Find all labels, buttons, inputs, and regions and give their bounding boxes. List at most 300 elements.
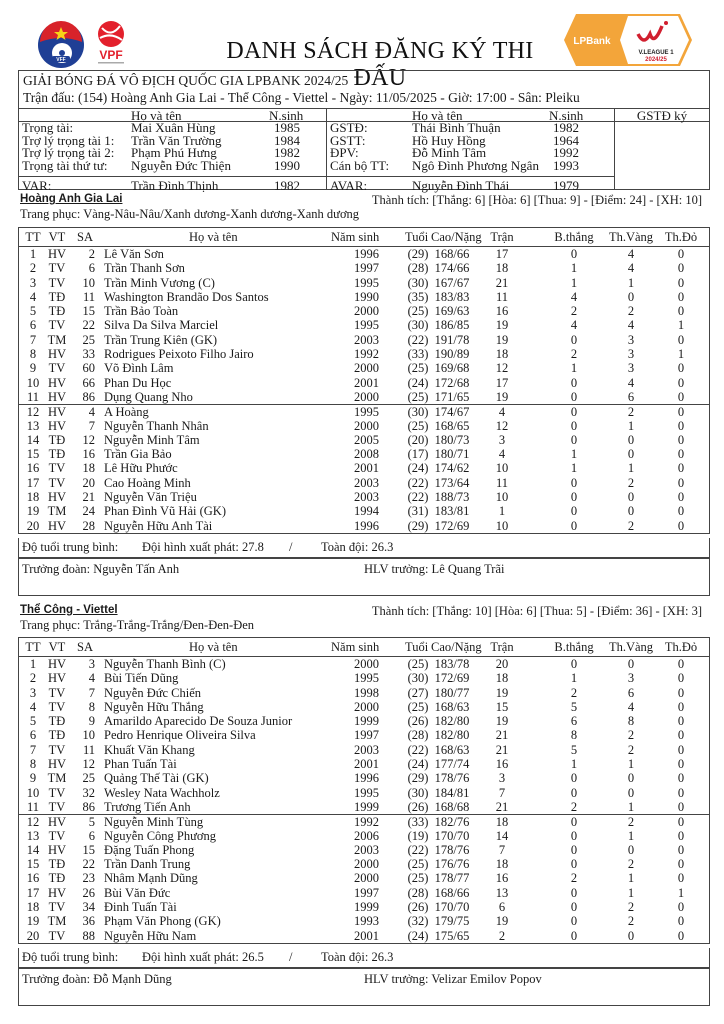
- row-number: 18: [26, 490, 40, 505]
- matches-played: 19: [495, 685, 509, 700]
- height-weight: 175/65: [434, 928, 470, 943]
- player-row: [19, 771, 709, 785]
- goals: 0: [570, 857, 578, 872]
- match-info-box: [18, 70, 710, 109]
- row-number: 7: [29, 742, 37, 757]
- goals: 2: [570, 685, 578, 700]
- birth-year: 2003: [354, 742, 379, 757]
- player-name: A Hoàng: [104, 405, 149, 420]
- player-name: Trần Bảo Toàn: [104, 304, 179, 319]
- yellow-cards: 4: [627, 375, 635, 390]
- player-name: Phạm Văn Phong (GK): [104, 914, 221, 929]
- away-team-kit: Trang phục: Trắng-Trắng-Trắng/Đen-Đen-Đen: [20, 618, 255, 632]
- shirt-number: 10: [82, 728, 95, 743]
- player-name: Trần Thanh Sơn: [104, 261, 185, 276]
- age: (24): [407, 757, 429, 772]
- yellow-cards: 0: [627, 928, 635, 943]
- matches-played: 4: [498, 405, 506, 420]
- height-weight: 178/77: [434, 871, 470, 886]
- height-weight: 168/65: [434, 418, 470, 433]
- birth-year: 1995: [354, 671, 379, 686]
- matches-played: 16: [495, 871, 509, 886]
- position: TV: [48, 742, 66, 757]
- red-cards: 0: [677, 461, 685, 476]
- height-weight: 168/68: [434, 799, 470, 814]
- matches-played: 14: [495, 828, 509, 843]
- matches-played: 4: [498, 447, 506, 462]
- birth-year: 1995: [354, 405, 379, 420]
- birth-year: 1997: [354, 885, 379, 900]
- birth-year: 1998: [354, 685, 379, 700]
- birth-year: 1995: [354, 785, 379, 800]
- birth-year: 1992: [354, 347, 379, 362]
- matches-played: 7: [498, 842, 506, 857]
- shirt-number: 34: [82, 900, 95, 915]
- home-team-name: Hoàng Anh Gia Lai: [20, 193, 123, 205]
- player-name: Nguyễn Hữu Nam: [104, 928, 197, 943]
- yellow-cards: 4: [627, 318, 635, 333]
- player-name: Phan Đình Vũ Hải (GK): [104, 504, 226, 519]
- height-weight: 191/78: [434, 332, 470, 347]
- goals: 8: [570, 728, 578, 743]
- position: TM: [47, 504, 67, 519]
- yellow-cards: 1: [627, 799, 635, 814]
- matches-played: 16: [495, 304, 509, 319]
- goals: 1: [570, 447, 578, 462]
- yellow-cards: 2: [627, 518, 635, 533]
- age: (30): [407, 785, 429, 800]
- shirt-number: 26: [82, 885, 95, 900]
- yellow-cards: 1: [627, 275, 635, 290]
- row-number: 8: [29, 347, 37, 362]
- birth-year: 1999: [354, 900, 379, 915]
- shirt-number: 25: [82, 332, 95, 347]
- player-name: Amarildo Aparecido De Souza Junior: [104, 714, 293, 729]
- age: (29): [407, 771, 429, 786]
- player-name: Bùi Văn Đức: [104, 885, 171, 900]
- red-cards: 1: [677, 318, 685, 333]
- height-weight: 170/70: [434, 828, 470, 843]
- birth-year: 1994: [354, 504, 379, 519]
- player-name: Nguyễn Minh Tâm: [104, 432, 200, 447]
- yellow-cards: 4: [627, 699, 635, 714]
- goals: 0: [570, 815, 578, 830]
- goals: 0: [570, 490, 578, 505]
- birth-year: 1999: [354, 714, 379, 729]
- height-weight: 173/64: [434, 475, 470, 490]
- birth-year: 1997: [354, 261, 379, 276]
- player-name: Bùi Tiến Dũng: [104, 671, 179, 686]
- roster-header: TT VT SA Họ và tên Năm sinh Tuổi Cao/Nặng Trận B.thắng Th.Vàng Th.Đỏ: [19, 228, 709, 247]
- shirt-number: 6: [88, 828, 95, 843]
- red-cards: 0: [677, 714, 685, 729]
- age: (22): [407, 490, 429, 505]
- goals: 6: [570, 714, 578, 729]
- player-row: [19, 447, 709, 461]
- player-name: Phan Du Học: [104, 375, 172, 390]
- age: (28): [407, 885, 429, 900]
- age: (26): [407, 799, 429, 814]
- player-row: [19, 914, 709, 928]
- red-cards: 1: [677, 885, 685, 900]
- shirt-number: 11: [82, 289, 95, 304]
- yellow-cards: 0: [627, 842, 635, 857]
- goals: 1: [570, 671, 578, 686]
- player-name: Trương Tiến Anh: [104, 799, 191, 814]
- player-row: [19, 519, 709, 533]
- player-name: Đặng Tuấn Phong: [104, 842, 195, 857]
- matches-played: 18: [495, 671, 509, 686]
- red-cards: 0: [677, 699, 685, 714]
- row-number: 9: [29, 361, 37, 376]
- birth-year: 2008: [354, 447, 379, 462]
- player-row: [19, 786, 709, 800]
- matches-played: 13: [495, 885, 509, 900]
- row-number: 5: [29, 304, 37, 319]
- position: HV: [47, 842, 67, 857]
- birth-year: 2000: [354, 657, 379, 671]
- goals: 0: [570, 405, 578, 420]
- row-number: 16: [26, 461, 40, 476]
- position: TV: [48, 785, 66, 800]
- birth-year: 2000: [354, 389, 379, 404]
- height-weight: 171/65: [434, 389, 470, 404]
- goals: 0: [570, 375, 578, 390]
- matches-played: 16: [495, 757, 509, 772]
- red-cards: 0: [677, 728, 685, 743]
- vpf-logo-icon: [92, 18, 130, 66]
- svg-text:V.LEAGUE 1: V.LEAGUE 1: [638, 50, 674, 56]
- player-name: Khuất Văn Khang: [104, 742, 195, 757]
- height-weight: 172/69: [434, 671, 470, 686]
- player-name: Nguyễn Hữu Thắng: [104, 699, 204, 714]
- yellow-cards: 0: [627, 432, 635, 447]
- red-cards: 0: [677, 475, 685, 490]
- position: TĐ: [48, 447, 66, 462]
- goals: 5: [570, 699, 578, 714]
- roster-rows: [19, 657, 709, 943]
- yellow-cards: 6: [627, 685, 635, 700]
- player-name: Dụng Quang Nho: [104, 389, 193, 404]
- height-weight: 180/71: [434, 447, 470, 462]
- birth-year: 2003: [354, 842, 379, 857]
- birth-year: 2006: [354, 828, 379, 843]
- red-cards: 0: [677, 432, 685, 447]
- red-cards: 0: [677, 275, 685, 290]
- row-number: 9: [29, 771, 37, 786]
- shirt-number: 23: [82, 871, 95, 886]
- match-details: Trận đấu: (154) Hoàng Anh Gia Lai - Thể Công - Viettel - Ngày: 11/05/2025 - Giờ: 17:00 - Sân: Pleiku: [23, 90, 580, 105]
- shirt-number: 60: [82, 361, 95, 376]
- matches-played: 18: [495, 857, 509, 872]
- height-weight: 182/76: [434, 815, 470, 830]
- player-name: Pedro Henrique Oliveira Silva: [104, 728, 256, 743]
- age: (32): [407, 914, 429, 929]
- age: (35): [407, 289, 429, 304]
- goals: 0: [570, 771, 578, 786]
- yellow-cards: 1: [627, 828, 635, 843]
- position: HV: [47, 375, 67, 390]
- yellow-cards: 3: [627, 671, 635, 686]
- matches-played: 21: [495, 728, 509, 743]
- height-weight: 178/76: [434, 842, 470, 857]
- goals: 0: [570, 657, 578, 671]
- svg-text:2024/25: 2024/25: [645, 57, 667, 63]
- position: TV: [48, 461, 66, 476]
- player-name: Silva Da Silva Marciel: [104, 318, 219, 333]
- player-row: [19, 304, 709, 318]
- shirt-number: 15: [82, 304, 95, 319]
- age: (30): [407, 405, 429, 420]
- age: (33): [407, 815, 429, 830]
- position: TĐ: [48, 289, 66, 304]
- yellow-cards: 3: [627, 361, 635, 376]
- goals: 1: [570, 261, 578, 276]
- player-row: [19, 490, 709, 504]
- matches-played: 18: [495, 261, 509, 276]
- matches-played: 6: [498, 900, 506, 915]
- goals: 2: [570, 304, 578, 319]
- yellow-cards: 2: [627, 857, 635, 872]
- red-cards: 1: [677, 347, 685, 362]
- shirt-number: 86: [82, 799, 95, 814]
- shirt-number: 16: [82, 447, 95, 462]
- yellow-cards: 0: [627, 447, 635, 462]
- row-number: 1: [29, 657, 37, 671]
- shirt-number: 21: [82, 490, 95, 505]
- matches-played: 21: [495, 275, 509, 290]
- competition-name: GIẢI BÓNG ĐÁ VÔ ĐỊCH QUỐC GIA LPBANK 2024/25: [23, 73, 349, 88]
- shirt-number: 3: [88, 657, 95, 671]
- red-cards: 0: [677, 871, 685, 886]
- row-number: 6: [29, 728, 37, 743]
- matches-played: 20: [495, 657, 509, 671]
- yellow-cards: 1: [627, 885, 635, 900]
- red-cards: 0: [677, 928, 685, 943]
- red-cards: 0: [677, 289, 685, 304]
- position: HV: [47, 815, 67, 830]
- officials-table: [18, 108, 710, 193]
- goals: 0: [570, 928, 578, 943]
- age: (25): [407, 361, 429, 376]
- red-cards: 0: [677, 857, 685, 872]
- home-team-record: Thành tích: [Thắng: 6] [Hòa: 6] [Thua: 9] - [Điểm: 24] - [XH: 10]: [371, 193, 702, 207]
- row-number: 1: [29, 247, 37, 261]
- height-weight: 183/81: [434, 504, 470, 519]
- shirt-number: 18: [82, 461, 95, 476]
- goals: 4: [570, 318, 578, 333]
- height-weight: 168/66: [434, 247, 470, 261]
- height-weight: 172/69: [434, 518, 470, 533]
- goals: 0: [570, 332, 578, 347]
- height-weight: 172/68: [434, 375, 470, 390]
- player-row: [19, 419, 709, 433]
- age: (22): [407, 332, 429, 347]
- matches-played: 17: [495, 247, 509, 261]
- home-head-coach: HLV trưởng: Lê Quang Trãi: [364, 562, 505, 576]
- position: HV: [47, 671, 67, 686]
- height-weight: 178/76: [434, 771, 470, 786]
- shirt-number: 7: [88, 685, 95, 700]
- red-cards: 0: [677, 418, 685, 433]
- goals: 0: [570, 785, 578, 800]
- height-weight: 168/63: [434, 699, 470, 714]
- position: TV: [48, 475, 66, 490]
- player-row: [19, 376, 709, 390]
- row-number: 7: [29, 332, 37, 347]
- player-row: [19, 886, 709, 900]
- shirt-number: 88: [82, 928, 95, 943]
- shirt-number: 33: [82, 347, 95, 362]
- yellow-cards: 2: [627, 304, 635, 319]
- age: (27): [407, 685, 429, 700]
- row-number: 2: [29, 671, 37, 686]
- matches-played: 15: [495, 699, 509, 714]
- birth-year: 2000: [354, 304, 379, 319]
- roster-rows: [19, 247, 709, 533]
- shirt-number: 32: [82, 785, 95, 800]
- position: TV: [48, 828, 66, 843]
- age: (24): [407, 461, 429, 476]
- matches-played: 19: [495, 914, 509, 929]
- age: (24): [407, 928, 429, 943]
- supervisor-signature-box: [615, 109, 709, 189]
- matches-played: 18: [495, 347, 509, 362]
- yellow-cards: 2: [627, 405, 635, 420]
- red-cards: 0: [677, 742, 685, 757]
- player-row: [19, 686, 709, 700]
- player-name: Võ Đình Lâm: [104, 361, 174, 376]
- birth-year: 1990: [354, 289, 379, 304]
- goals: 5: [570, 742, 578, 757]
- birth-year: 2003: [354, 475, 379, 490]
- red-cards: 0: [677, 504, 685, 519]
- row-number: 12: [26, 405, 40, 420]
- red-cards: 0: [677, 261, 685, 276]
- position: HV: [47, 657, 67, 671]
- player-name: Trần Trung Kiên (GK): [104, 332, 218, 347]
- away-team-name: Thể Công - Viettel: [20, 604, 118, 616]
- shirt-number: 8: [88, 699, 95, 714]
- age: (28): [407, 261, 429, 276]
- player-name: Trần Minh Vương (C): [104, 275, 215, 290]
- age: (25): [407, 857, 429, 872]
- player-name: Washington Brandão Dos Santos: [104, 289, 269, 304]
- birth-year: 1996: [354, 518, 379, 533]
- shirt-number: 12: [82, 432, 95, 447]
- goals: 0: [570, 432, 578, 447]
- yellow-cards: 0: [627, 504, 635, 519]
- away-head-coach: HLV trưởng: Velizar Emilov Popov: [364, 972, 542, 986]
- yellow-cards: 0: [627, 490, 635, 505]
- player-name: Nguyễn Đức Chiến: [104, 685, 202, 700]
- vff-logo-icon: [36, 20, 86, 70]
- goals: 0: [570, 914, 578, 929]
- position: TĐ: [48, 304, 66, 319]
- player-name: Nguyễn Công Phương: [104, 828, 216, 843]
- row-number: 5: [29, 714, 37, 729]
- player-row: [19, 276, 709, 290]
- position: TĐ: [48, 432, 66, 447]
- home-team-kit: Trang phục: Vàng-Nâu-Nâu/Xanh dương-Xanh dương-Xanh dương: [20, 207, 360, 221]
- goals: 0: [570, 247, 578, 261]
- birth-year: 2001: [354, 375, 379, 390]
- svg-text:LPBank: LPBank: [573, 36, 611, 47]
- shirt-number: 66: [82, 375, 95, 390]
- matches-played: 2: [498, 928, 506, 943]
- shirt-number: 4: [88, 405, 95, 420]
- shirt-number: 7: [88, 418, 95, 433]
- row-number: 15: [26, 447, 40, 462]
- birth-year: 2000: [354, 857, 379, 872]
- red-cards: 0: [677, 375, 685, 390]
- shirt-number: 24: [82, 504, 95, 519]
- matches-played: 10: [495, 461, 509, 476]
- birth-year: 1996: [354, 247, 379, 261]
- age: (29): [407, 518, 429, 533]
- position: TV: [48, 900, 66, 915]
- height-weight: 170/70: [434, 900, 470, 915]
- goals: 4: [570, 289, 578, 304]
- matches-played: 19: [495, 389, 509, 404]
- age: (22): [407, 742, 429, 757]
- yellow-cards: 2: [627, 742, 635, 757]
- yellow-cards: 0: [627, 657, 635, 671]
- yellow-cards: 4: [627, 247, 635, 261]
- position: TM: [47, 914, 67, 929]
- official-row: Cán bộ TT: Ngô Đình Phương Ngân 1993: [330, 157, 579, 173]
- player-row: [19, 728, 709, 742]
- shirt-number: 22: [82, 857, 95, 872]
- player-name: Trần Danh Trung: [104, 857, 191, 872]
- matches-played: 11: [495, 475, 509, 490]
- goals: 1: [570, 275, 578, 290]
- red-cards: 0: [677, 247, 685, 261]
- position: HV: [47, 389, 67, 404]
- player-row: [19, 843, 709, 857]
- vleague-logo-icon: [562, 12, 694, 68]
- yellow-cards: 2: [627, 728, 635, 743]
- player-row: [19, 743, 709, 757]
- age: (25): [407, 389, 429, 404]
- position: TM: [47, 771, 67, 786]
- birth-year: 1993: [354, 914, 379, 929]
- row-number: 13: [26, 418, 40, 433]
- birth-year: 1996: [354, 771, 379, 786]
- position: TV: [48, 928, 66, 943]
- position: HV: [47, 757, 67, 772]
- position: HV: [47, 885, 67, 900]
- goals: 2: [570, 871, 578, 886]
- away-team-roster: [18, 637, 710, 944]
- matches-played: 1: [498, 504, 506, 519]
- birth-year: 1999: [354, 799, 379, 814]
- birth-year: 1997: [354, 728, 379, 743]
- height-weight: 190/89: [434, 347, 470, 362]
- red-cards: 0: [677, 518, 685, 533]
- height-weight: 168/66: [434, 885, 470, 900]
- red-cards: 0: [677, 332, 685, 347]
- birth-year: 2000: [354, 871, 379, 886]
- shirt-number: 22: [82, 318, 95, 333]
- height-weight: 169/68: [434, 361, 470, 376]
- position: TĐ: [48, 857, 66, 872]
- official-row: Trọng tài: Mai Xuân Hùng 1985: [22, 120, 300, 135]
- home-team-manager: Trưởng đoàn: Nguyễn Tấn Anh: [22, 562, 180, 576]
- goals: 2: [570, 799, 578, 814]
- goals: 0: [570, 900, 578, 915]
- age: (25): [407, 871, 429, 886]
